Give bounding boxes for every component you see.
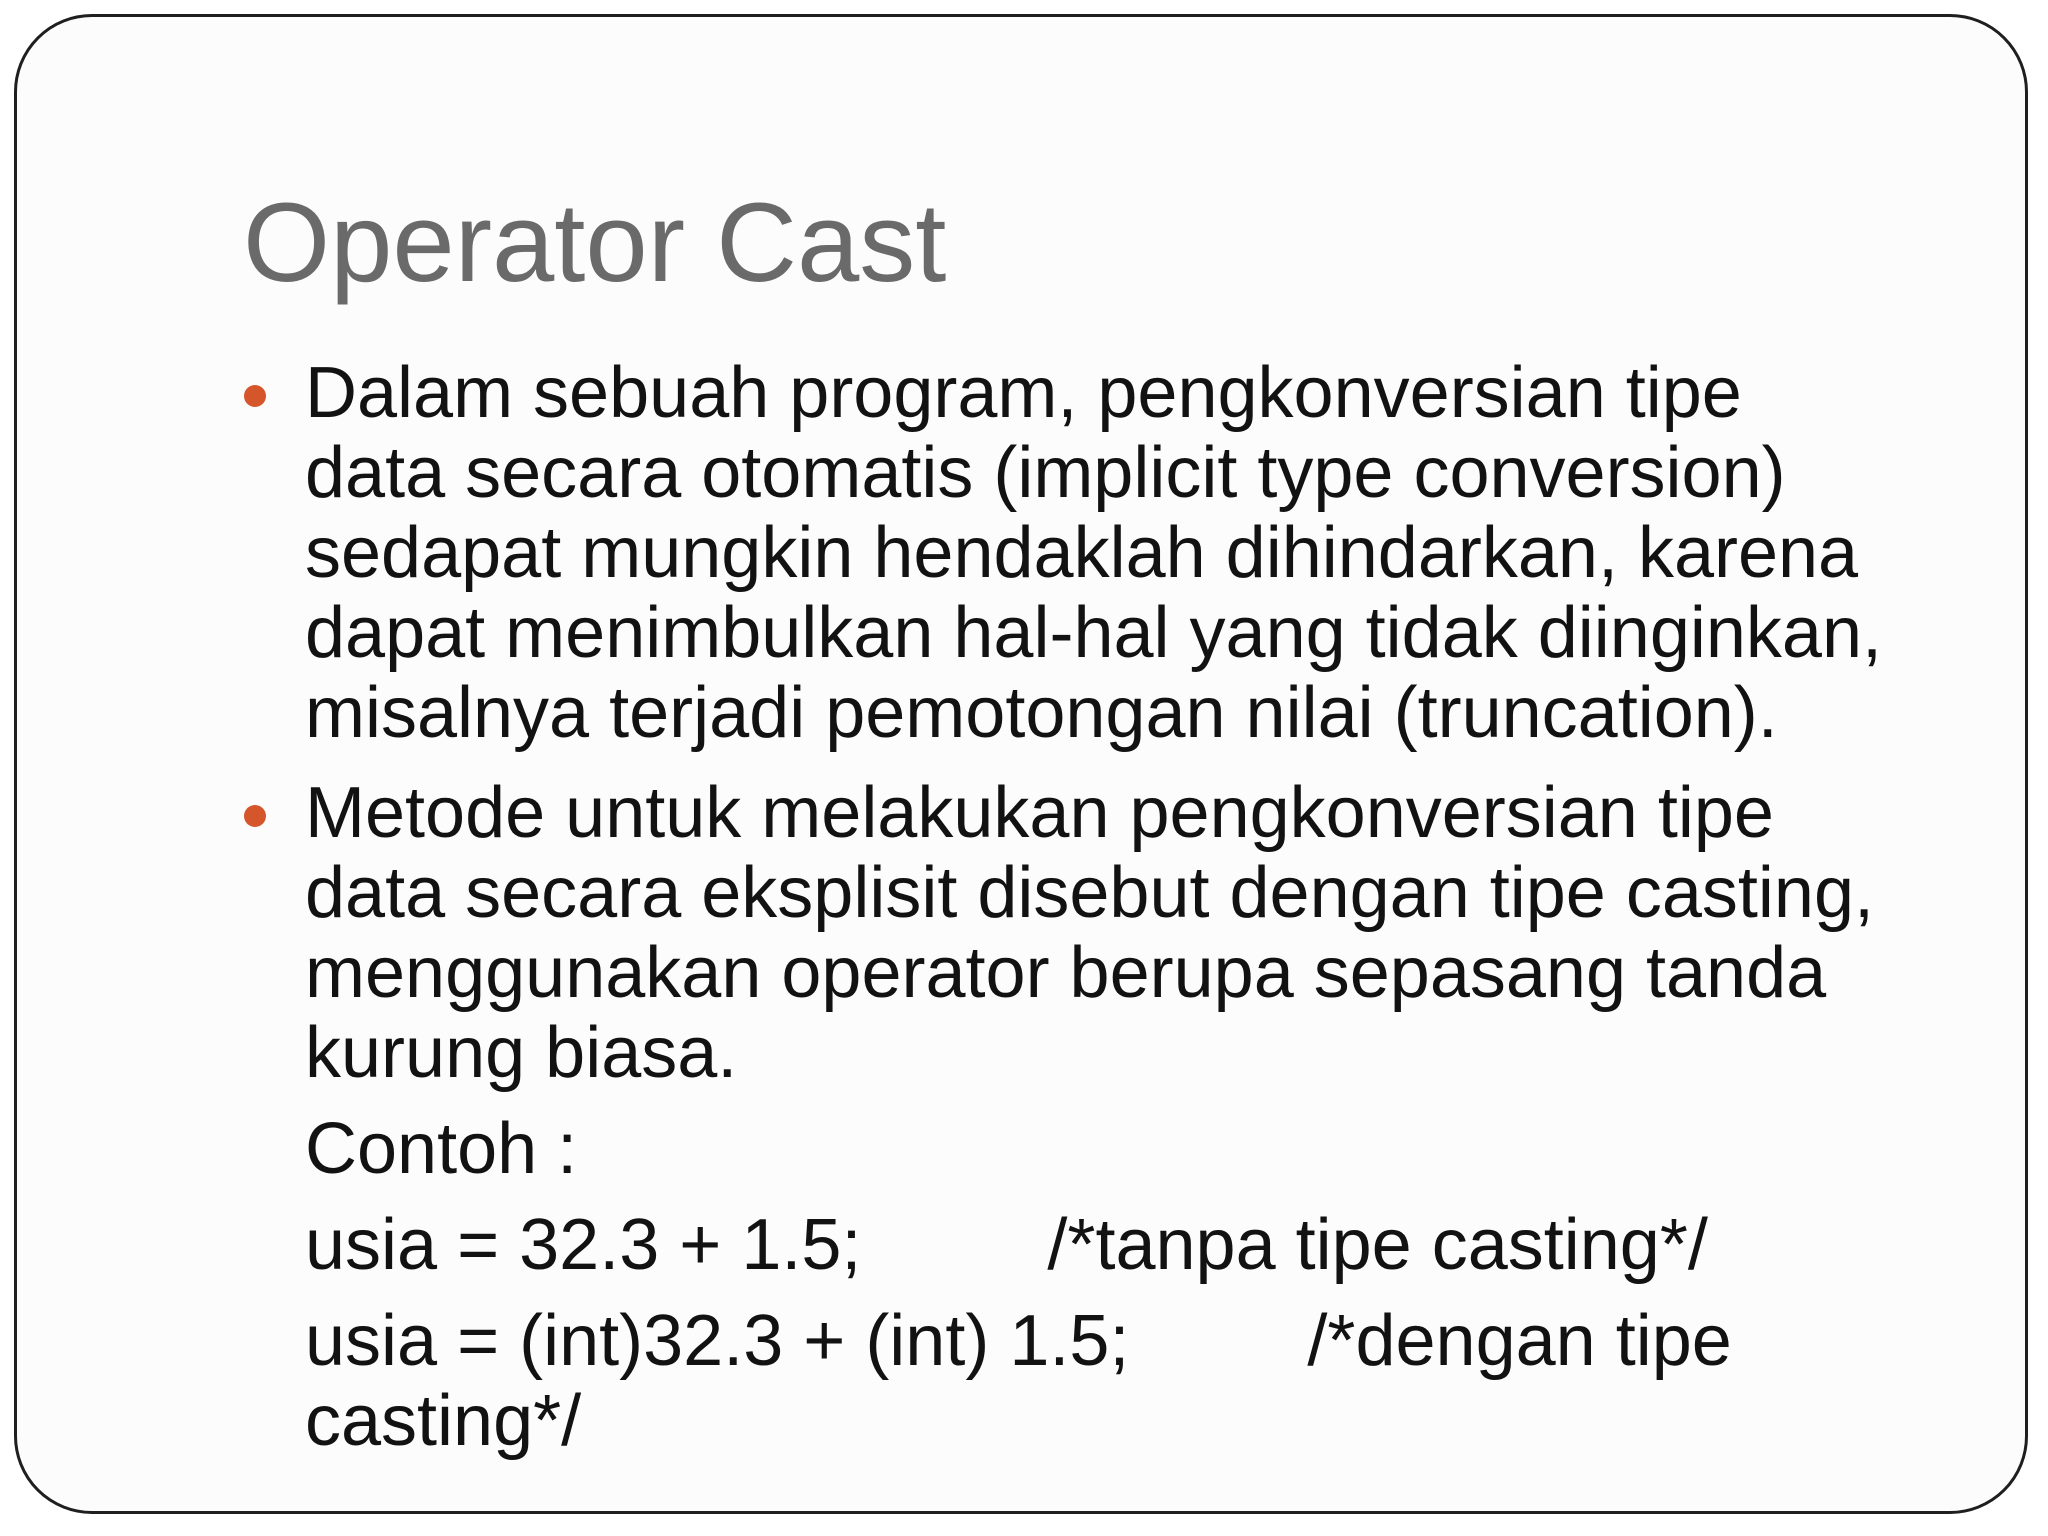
- bullet-dot-icon: [244, 805, 266, 827]
- code-comment: /*tanpa tipe casting*/: [1047, 1205, 1708, 1285]
- bullet-line: sedapat mungkin hendaklah dihindarkan, karena: [305, 513, 1859, 593]
- slide-frame: [14, 14, 2028, 1514]
- bullet-line: Metode untuk melakukan pengkonversian tipe: [305, 773, 1774, 853]
- code-statement: usia = (int)32.3 + (int) 1.5;: [305, 1301, 1130, 1381]
- bullet-line: data secara otomatis (implicit type conversion): [305, 433, 1786, 513]
- bullet-item-implicit-conversion: [305, 353, 1985, 753]
- bullet-item-explicit-casting: [305, 773, 1985, 1093]
- example-label: Contoh :: [305, 1109, 578, 1189]
- bullet-line: data secara eksplisit disebut dengan tipe casting,: [305, 853, 1874, 933]
- bullet-line: Dalam sebuah program, pengkonversian tipe: [305, 353, 1742, 433]
- code-comment: /*dengan tipe: [1307, 1301, 1732, 1381]
- code-example-with-cast: [305, 1301, 1985, 1461]
- bullet-line: menggunakan operator berupa sepasang tanda: [305, 933, 1827, 1013]
- code-example-without-cast: [305, 1205, 1985, 1285]
- slide-title: Operator Cast: [243, 180, 947, 305]
- bullet-line: kurung biasa.: [305, 1013, 738, 1093]
- slide-content: [305, 353, 1985, 1461]
- bullet-line: misalnya terjadi pemotongan nilai (truncation).: [305, 673, 1778, 753]
- code-statement: usia = 32.3 + 1.5;: [305, 1205, 862, 1285]
- bullet-dot-icon: [244, 385, 266, 407]
- bullet-line: dapat menimbulkan hal-hal yang tidak diinginkan,: [305, 593, 1883, 673]
- code-comment-continuation: casting*/: [305, 1381, 582, 1461]
